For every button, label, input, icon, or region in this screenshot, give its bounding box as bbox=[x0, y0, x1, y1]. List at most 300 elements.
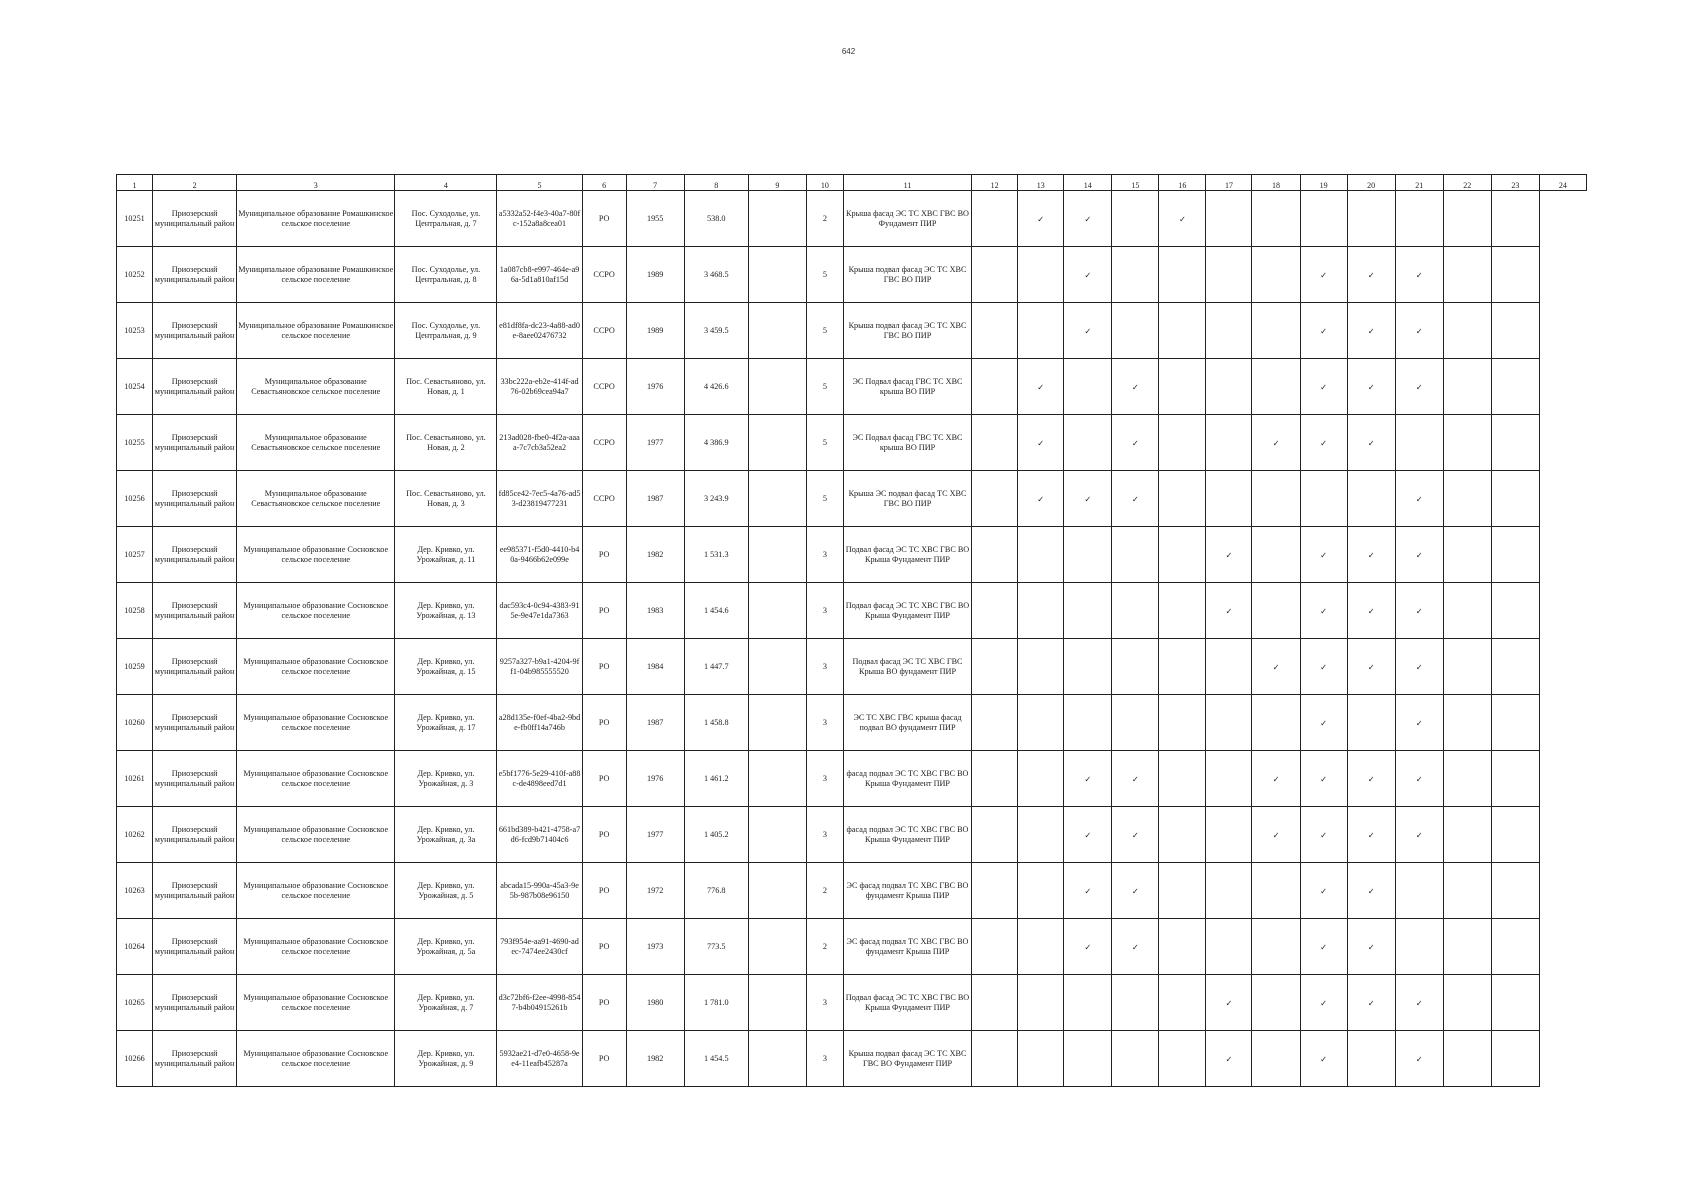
municipality-cell: Муниципальное образование Сосновское сельское поселение bbox=[237, 639, 395, 695]
address-cell: Дер. Кривко, ул. Урожайная, д. 3а bbox=[395, 807, 497, 863]
guid-cell: 1a087cb8-e997-464e-a96a-5d1a810af15d bbox=[497, 247, 582, 303]
district-cell: Приозерский муниципальный район bbox=[153, 863, 237, 919]
address-cell: Дер. Кривко, ул. Урожайная, д. 17 bbox=[395, 695, 497, 751]
empty-mark-cell bbox=[1018, 863, 1064, 919]
count-cell: 3 bbox=[806, 639, 843, 695]
column-9-cell bbox=[748, 583, 806, 639]
column-9-cell bbox=[748, 863, 806, 919]
row-number-cell: 10254 bbox=[117, 359, 153, 415]
works-cell: ЭС фасад подвал ТС ХВС ГВС ВО фундамент Крыша ПИР bbox=[843, 863, 971, 919]
check-mark-icon: ✓ bbox=[1347, 975, 1395, 1031]
empty-mark-cell bbox=[1443, 863, 1491, 919]
check-mark-icon: ✓ bbox=[1347, 751, 1395, 807]
check-mark-icon: ✓ bbox=[1064, 751, 1112, 807]
empty-mark-cell bbox=[1112, 639, 1159, 695]
empty-mark-cell bbox=[1491, 1031, 1539, 1087]
district-cell: Приозерский муниципальный район bbox=[153, 527, 237, 583]
empty-mark-cell bbox=[1206, 191, 1252, 247]
check-mark-icon: ✓ bbox=[1018, 359, 1064, 415]
empty-mark-cell bbox=[1018, 695, 1064, 751]
column-9-cell bbox=[748, 527, 806, 583]
empty-mark-cell bbox=[972, 1031, 1018, 1087]
type-cell: ССРО bbox=[582, 359, 626, 415]
column-header-8: 8 bbox=[684, 175, 748, 191]
registry-table bbox=[116, 174, 1587, 1087]
check-mark-icon: ✓ bbox=[1347, 247, 1395, 303]
column-header-2: 2 bbox=[153, 175, 237, 191]
check-mark-icon: ✓ bbox=[1112, 415, 1159, 471]
empty-mark-cell bbox=[1491, 471, 1539, 527]
check-mark-icon: ✓ bbox=[1347, 583, 1395, 639]
column-header-18: 18 bbox=[1252, 175, 1300, 191]
table-row bbox=[117, 583, 1587, 639]
column-9-cell bbox=[748, 415, 806, 471]
year-cell: 1976 bbox=[626, 359, 684, 415]
empty-mark-cell bbox=[1443, 751, 1491, 807]
empty-mark-cell bbox=[1112, 583, 1159, 639]
guid-cell: 213ad028-fbe0-4f2a-aaaa-7c7cb3a52ea2 bbox=[497, 415, 582, 471]
check-mark-icon: ✓ bbox=[1395, 359, 1443, 415]
guid-cell: a5332a52-f4e3-40a7-80fc-152a8a8cea01 bbox=[497, 191, 582, 247]
empty-mark-cell bbox=[972, 863, 1018, 919]
empty-mark-cell bbox=[1159, 639, 1206, 695]
check-mark-icon: ✓ bbox=[1112, 751, 1159, 807]
empty-mark-cell bbox=[1347, 1031, 1395, 1087]
check-mark-icon: ✓ bbox=[1395, 583, 1443, 639]
type-cell: РО bbox=[582, 863, 626, 919]
guid-cell: ee985371-f5d0-4410-b40a-9466b62e099e bbox=[497, 527, 582, 583]
area-cell: 1 447.7 bbox=[684, 639, 748, 695]
municipality-cell: Муниципальное образование Сосновское сельское поселение bbox=[237, 1031, 395, 1087]
empty-mark-cell bbox=[1395, 191, 1443, 247]
count-cell: 2 bbox=[806, 191, 843, 247]
area-cell: 1 454.5 bbox=[684, 1031, 748, 1087]
address-cell: Дер. Кривко, ул. Урожайная, д. 11 bbox=[395, 527, 497, 583]
check-mark-icon: ✓ bbox=[1252, 639, 1300, 695]
address-cell: Дер. Кривко, ул. Урожайная, д. 7 bbox=[395, 975, 497, 1031]
empty-mark-cell bbox=[1443, 471, 1491, 527]
municipality-cell: Муниципальное образование Сосновское сельское поселение bbox=[237, 751, 395, 807]
works-cell: Крыша подвал фасад ЭС ТС ХВС ГВС ВО ПИР bbox=[843, 247, 971, 303]
year-cell: 1984 bbox=[626, 639, 684, 695]
row-number-cell: 10260 bbox=[117, 695, 153, 751]
table-row bbox=[117, 359, 1587, 415]
empty-mark-cell bbox=[1064, 359, 1112, 415]
works-cell: Подвал фасад ЭС ТС ХВС ГВС ВО Крыша Фундамент ПИР bbox=[843, 527, 971, 583]
address-cell: Дер. Кривко, ул. Урожайная, д. 5 bbox=[395, 863, 497, 919]
municipality-cell: Муниципальное образование Сосновское сельское поселение bbox=[237, 527, 395, 583]
address-cell: Дер. Кривко, ул. Урожайная, д. 15 bbox=[395, 639, 497, 695]
check-mark-icon: ✓ bbox=[1064, 807, 1112, 863]
check-mark-icon: ✓ bbox=[1206, 1031, 1252, 1087]
check-mark-icon: ✓ bbox=[1112, 919, 1159, 975]
district-cell: Приозерский муниципальный район bbox=[153, 975, 237, 1031]
type-cell: РО bbox=[582, 919, 626, 975]
count-cell: 2 bbox=[806, 919, 843, 975]
empty-mark-cell bbox=[972, 919, 1018, 975]
check-mark-icon: ✓ bbox=[1300, 751, 1347, 807]
empty-mark-cell bbox=[1159, 1031, 1206, 1087]
empty-mark-cell bbox=[1112, 303, 1159, 359]
empty-mark-cell bbox=[1112, 1031, 1159, 1087]
empty-mark-cell bbox=[1206, 751, 1252, 807]
check-mark-icon: ✓ bbox=[1112, 807, 1159, 863]
check-mark-icon: ✓ bbox=[1300, 863, 1347, 919]
empty-mark-cell bbox=[972, 415, 1018, 471]
empty-mark-cell bbox=[972, 695, 1018, 751]
empty-mark-cell bbox=[1252, 919, 1300, 975]
empty-mark-cell bbox=[1443, 807, 1491, 863]
empty-mark-cell bbox=[972, 807, 1018, 863]
table-row bbox=[117, 415, 1587, 471]
year-cell: 1989 bbox=[626, 303, 684, 359]
empty-mark-cell bbox=[1252, 527, 1300, 583]
works-cell: Подвал фасад ЭС ТС ХВС ГВС Крыша ВО фундамент ПИР bbox=[843, 639, 971, 695]
empty-mark-cell bbox=[1112, 191, 1159, 247]
empty-mark-cell bbox=[1252, 583, 1300, 639]
empty-mark-cell bbox=[1206, 303, 1252, 359]
check-mark-icon: ✓ bbox=[1395, 639, 1443, 695]
check-mark-icon: ✓ bbox=[1112, 471, 1159, 527]
type-cell: РО bbox=[582, 639, 626, 695]
empty-mark-cell bbox=[1491, 695, 1539, 751]
count-cell: 5 bbox=[806, 303, 843, 359]
table-row bbox=[117, 695, 1587, 751]
empty-mark-cell bbox=[1347, 695, 1395, 751]
row-number-cell: 10261 bbox=[117, 751, 153, 807]
area-cell: 1 531.3 bbox=[684, 527, 748, 583]
empty-mark-cell bbox=[1395, 919, 1443, 975]
check-mark-icon: ✓ bbox=[1300, 695, 1347, 751]
district-cell: Приозерский муниципальный район bbox=[153, 247, 237, 303]
empty-mark-cell bbox=[972, 359, 1018, 415]
municipality-cell: Муниципальное образование Севастьяновское сельское поселение bbox=[237, 471, 395, 527]
row-number-cell: 10256 bbox=[117, 471, 153, 527]
column-header-3: 3 bbox=[237, 175, 395, 191]
municipality-cell: Муниципальное образование Севастьяновское сельское поселение bbox=[237, 415, 395, 471]
check-mark-icon: ✓ bbox=[1252, 751, 1300, 807]
empty-mark-cell bbox=[1347, 191, 1395, 247]
empty-mark-cell bbox=[1064, 975, 1112, 1031]
type-cell: РО bbox=[582, 751, 626, 807]
area-cell: 3 243.9 bbox=[684, 471, 748, 527]
check-mark-icon: ✓ bbox=[1347, 415, 1395, 471]
empty-mark-cell bbox=[1443, 695, 1491, 751]
check-mark-icon: ✓ bbox=[1300, 639, 1347, 695]
empty-mark-cell bbox=[1112, 695, 1159, 751]
district-cell: Приозерский муниципальный район bbox=[153, 471, 237, 527]
address-cell: Пос. Суходолье, ул. Центральная, д. 9 bbox=[395, 303, 497, 359]
row-number-cell: 10265 bbox=[117, 975, 153, 1031]
year-cell: 1987 bbox=[626, 695, 684, 751]
table-row bbox=[117, 247, 1587, 303]
empty-mark-cell bbox=[1491, 247, 1539, 303]
address-cell: Пос. Севастьяново, ул. Новая, д. 1 bbox=[395, 359, 497, 415]
address-cell: Дер. Кривко, ул. Урожайная, д. 3 bbox=[395, 751, 497, 807]
municipality-cell: Муниципальное образование Сосновское сельское поселение bbox=[237, 807, 395, 863]
count-cell: 3 bbox=[806, 583, 843, 639]
count-cell: 3 bbox=[806, 975, 843, 1031]
count-cell: 2 bbox=[806, 863, 843, 919]
column-header-13: 13 bbox=[1018, 175, 1064, 191]
type-cell: РО bbox=[582, 1031, 626, 1087]
year-cell: 1977 bbox=[626, 415, 684, 471]
empty-mark-cell bbox=[1443, 975, 1491, 1031]
count-cell: 5 bbox=[806, 415, 843, 471]
empty-mark-cell bbox=[972, 751, 1018, 807]
empty-mark-cell bbox=[1443, 303, 1491, 359]
guid-cell: abcada15-990a-45a3-9e5b-987b08e96150 bbox=[497, 863, 582, 919]
check-mark-icon: ✓ bbox=[1395, 303, 1443, 359]
address-cell: Дер. Кривко, ул. Урожайная, д. 13 bbox=[395, 583, 497, 639]
empty-mark-cell bbox=[1252, 975, 1300, 1031]
column-header-7: 7 bbox=[626, 175, 684, 191]
year-cell: 1987 bbox=[626, 471, 684, 527]
count-cell: 3 bbox=[806, 695, 843, 751]
guid-cell: e81df8fa-dc23-4a88-ad0e-8aee02476732 bbox=[497, 303, 582, 359]
empty-mark-cell bbox=[972, 303, 1018, 359]
check-mark-icon: ✓ bbox=[1395, 975, 1443, 1031]
empty-mark-cell bbox=[1443, 191, 1491, 247]
empty-mark-cell bbox=[1159, 247, 1206, 303]
guid-cell: 793f954e-aa91-4690-adec-7474ee2430cf bbox=[497, 919, 582, 975]
check-mark-icon: ✓ bbox=[1300, 975, 1347, 1031]
municipality-cell: Муниципальное образование Сосновское сельское поселение bbox=[237, 863, 395, 919]
table-row bbox=[117, 639, 1587, 695]
area-cell: 1 405.2 bbox=[684, 807, 748, 863]
empty-mark-cell bbox=[1443, 639, 1491, 695]
district-cell: Приозерский муниципальный район bbox=[153, 583, 237, 639]
address-cell: Дер. Кривко, ул. Урожайная, д. 5а bbox=[395, 919, 497, 975]
empty-mark-cell bbox=[1159, 751, 1206, 807]
guid-cell: 5932ae21-d7e0-4658-9ee4-11eafb45287a bbox=[497, 1031, 582, 1087]
table-row bbox=[117, 1031, 1587, 1087]
empty-mark-cell bbox=[1018, 975, 1064, 1031]
empty-mark-cell bbox=[1018, 919, 1064, 975]
year-cell: 1977 bbox=[626, 807, 684, 863]
row-number-cell: 10252 bbox=[117, 247, 153, 303]
empty-mark-cell bbox=[1206, 359, 1252, 415]
check-mark-icon: ✓ bbox=[1300, 247, 1347, 303]
year-cell: 1980 bbox=[626, 975, 684, 1031]
check-mark-icon: ✓ bbox=[1395, 527, 1443, 583]
empty-mark-cell bbox=[1159, 303, 1206, 359]
table-row bbox=[117, 919, 1587, 975]
column-header-16: 16 bbox=[1159, 175, 1206, 191]
column-header-23: 23 bbox=[1491, 175, 1539, 191]
row-number-cell: 10262 bbox=[117, 807, 153, 863]
column-number-row bbox=[117, 175, 1587, 191]
area-cell: 776.8 bbox=[684, 863, 748, 919]
year-cell: 1973 bbox=[626, 919, 684, 975]
check-mark-icon: ✓ bbox=[1064, 919, 1112, 975]
check-mark-icon: ✓ bbox=[1395, 695, 1443, 751]
column-header-19: 19 bbox=[1300, 175, 1347, 191]
district-cell: Приозерский муниципальный район bbox=[153, 415, 237, 471]
column-9-cell bbox=[748, 695, 806, 751]
municipality-cell: Муниципальное образование Ромашкинское сельское поселение bbox=[237, 303, 395, 359]
check-mark-icon: ✓ bbox=[1112, 863, 1159, 919]
empty-mark-cell bbox=[1206, 639, 1252, 695]
column-9-cell bbox=[748, 471, 806, 527]
empty-mark-cell bbox=[1159, 471, 1206, 527]
column-9-cell bbox=[748, 919, 806, 975]
empty-mark-cell bbox=[1252, 247, 1300, 303]
empty-mark-cell bbox=[1491, 975, 1539, 1031]
works-cell: ЭС ТС ХВС ГВС крыша фасад подвал ВО фундамент ПИР bbox=[843, 695, 971, 751]
works-cell: фасад подвал ЭС ТС ХВС ГВС ВО Крыша Фундамент ПИР bbox=[843, 751, 971, 807]
empty-mark-cell bbox=[1206, 863, 1252, 919]
empty-mark-cell bbox=[1443, 527, 1491, 583]
column-9-cell bbox=[748, 639, 806, 695]
column-header-1: 1 bbox=[117, 175, 153, 191]
count-cell: 3 bbox=[806, 1031, 843, 1087]
empty-mark-cell bbox=[1443, 359, 1491, 415]
empty-mark-cell bbox=[972, 527, 1018, 583]
empty-mark-cell bbox=[1491, 359, 1539, 415]
row-number-cell: 10253 bbox=[117, 303, 153, 359]
municipality-cell: Муниципальное образование Сосновское сельское поселение bbox=[237, 583, 395, 639]
works-cell: Крыша подвал фасад ЭС ТС ХВС ГВС ВО Фундамент ПИР bbox=[843, 1031, 971, 1087]
row-number-cell: 10263 bbox=[117, 863, 153, 919]
district-cell: Приозерский муниципальный район bbox=[153, 919, 237, 975]
empty-mark-cell bbox=[1112, 247, 1159, 303]
check-mark-icon: ✓ bbox=[1347, 527, 1395, 583]
year-cell: 1982 bbox=[626, 1031, 684, 1087]
empty-mark-cell bbox=[1491, 583, 1539, 639]
check-mark-icon: ✓ bbox=[1347, 359, 1395, 415]
check-mark-icon: ✓ bbox=[1206, 583, 1252, 639]
guid-cell: d3c72bf6-f2ee-4998-8547-b4b04915261b bbox=[497, 975, 582, 1031]
type-cell: ССРО bbox=[582, 247, 626, 303]
type-cell: РО bbox=[582, 975, 626, 1031]
check-mark-icon: ✓ bbox=[1064, 303, 1112, 359]
row-number-cell: 10251 bbox=[117, 191, 153, 247]
area-cell: 1 781.0 bbox=[684, 975, 748, 1031]
empty-mark-cell bbox=[1018, 583, 1064, 639]
check-mark-icon: ✓ bbox=[1347, 303, 1395, 359]
column-header-21: 21 bbox=[1395, 175, 1443, 191]
empty-mark-cell bbox=[1159, 359, 1206, 415]
count-cell: 5 bbox=[806, 247, 843, 303]
empty-mark-cell bbox=[1252, 863, 1300, 919]
district-cell: Приозерский муниципальный район bbox=[153, 1031, 237, 1087]
empty-mark-cell bbox=[1159, 527, 1206, 583]
empty-mark-cell bbox=[1300, 471, 1347, 527]
empty-mark-cell bbox=[1252, 471, 1300, 527]
page-number: 642 bbox=[841, 47, 856, 56]
empty-mark-cell bbox=[1159, 695, 1206, 751]
empty-mark-cell bbox=[1018, 527, 1064, 583]
area-cell: 1 458.8 bbox=[684, 695, 748, 751]
empty-mark-cell bbox=[1491, 303, 1539, 359]
column-9-cell bbox=[748, 359, 806, 415]
column-header-24: 24 bbox=[1539, 175, 1586, 191]
table-row bbox=[117, 975, 1587, 1031]
area-cell: 773.5 bbox=[684, 919, 748, 975]
year-cell: 1976 bbox=[626, 751, 684, 807]
address-cell: Пос. Суходолье, ул. Центральная, д. 7 bbox=[395, 191, 497, 247]
check-mark-icon: ✓ bbox=[1018, 415, 1064, 471]
check-mark-icon: ✓ bbox=[1159, 191, 1206, 247]
empty-mark-cell bbox=[1018, 303, 1064, 359]
municipality-cell: Муниципальное образование Ромашкинское сельское поселение bbox=[237, 247, 395, 303]
column-header-4: 4 bbox=[395, 175, 497, 191]
check-mark-icon: ✓ bbox=[1252, 415, 1300, 471]
check-mark-icon: ✓ bbox=[1395, 751, 1443, 807]
check-mark-icon: ✓ bbox=[1300, 359, 1347, 415]
check-mark-icon: ✓ bbox=[1395, 471, 1443, 527]
count-cell: 5 bbox=[806, 359, 843, 415]
empty-mark-cell bbox=[1159, 975, 1206, 1031]
check-mark-icon: ✓ bbox=[1395, 807, 1443, 863]
check-mark-icon: ✓ bbox=[1018, 471, 1064, 527]
table-row bbox=[117, 191, 1587, 247]
empty-mark-cell bbox=[1018, 751, 1064, 807]
year-cell: 1982 bbox=[626, 527, 684, 583]
empty-mark-cell bbox=[1159, 807, 1206, 863]
empty-mark-cell bbox=[1206, 471, 1252, 527]
check-mark-icon: ✓ bbox=[1395, 1031, 1443, 1087]
row-number-cell: 10258 bbox=[117, 583, 153, 639]
check-mark-icon: ✓ bbox=[1300, 583, 1347, 639]
empty-mark-cell bbox=[1252, 1031, 1300, 1087]
works-cell: ЭС Подвал фасад ГВС ТС ХВС крыша ВО ПИР bbox=[843, 415, 971, 471]
type-cell: РО bbox=[582, 583, 626, 639]
empty-mark-cell bbox=[1206, 807, 1252, 863]
column-9-cell bbox=[748, 247, 806, 303]
column-header-6: 6 bbox=[582, 175, 626, 191]
district-cell: Приозерский муниципальный район bbox=[153, 359, 237, 415]
check-mark-icon: ✓ bbox=[1300, 527, 1347, 583]
municipality-cell: Муниципальное образование Севастьяновское сельское поселение bbox=[237, 359, 395, 415]
address-cell: Пос. Суходолье, ул. Центральная, д. 8 bbox=[395, 247, 497, 303]
column-header-10: 10 bbox=[806, 175, 843, 191]
check-mark-icon: ✓ bbox=[1300, 1031, 1347, 1087]
area-cell: 538.0 bbox=[684, 191, 748, 247]
type-cell: РО bbox=[582, 695, 626, 751]
check-mark-icon: ✓ bbox=[1064, 247, 1112, 303]
table-row bbox=[117, 863, 1587, 919]
column-9-cell bbox=[748, 807, 806, 863]
empty-mark-cell bbox=[1206, 247, 1252, 303]
column-header-22: 22 bbox=[1443, 175, 1491, 191]
check-mark-icon: ✓ bbox=[1064, 471, 1112, 527]
empty-mark-cell bbox=[972, 471, 1018, 527]
type-cell: ССРО bbox=[582, 471, 626, 527]
area-cell: 3 468.5 bbox=[684, 247, 748, 303]
empty-mark-cell bbox=[1159, 919, 1206, 975]
guid-cell: 661bd389-b421-4758-a7d6-fcd9b71404c6 bbox=[497, 807, 582, 863]
check-mark-icon: ✓ bbox=[1347, 863, 1395, 919]
column-header-14: 14 bbox=[1064, 175, 1112, 191]
guid-cell: a28d135e-f0ef-4ba2-9bde-fb0ff14a746b bbox=[497, 695, 582, 751]
check-mark-icon: ✓ bbox=[1300, 415, 1347, 471]
year-cell: 1989 bbox=[626, 247, 684, 303]
empty-mark-cell bbox=[1206, 415, 1252, 471]
empty-mark-cell bbox=[1347, 471, 1395, 527]
empty-mark-cell bbox=[1395, 415, 1443, 471]
empty-mark-cell bbox=[1443, 415, 1491, 471]
year-cell: 1983 bbox=[626, 583, 684, 639]
empty-mark-cell bbox=[1206, 919, 1252, 975]
empty-mark-cell bbox=[1443, 919, 1491, 975]
type-cell: РО bbox=[582, 807, 626, 863]
empty-mark-cell bbox=[1159, 863, 1206, 919]
check-mark-icon: ✓ bbox=[1206, 975, 1252, 1031]
column-9-cell bbox=[748, 303, 806, 359]
column-header-9: 9 bbox=[748, 175, 806, 191]
